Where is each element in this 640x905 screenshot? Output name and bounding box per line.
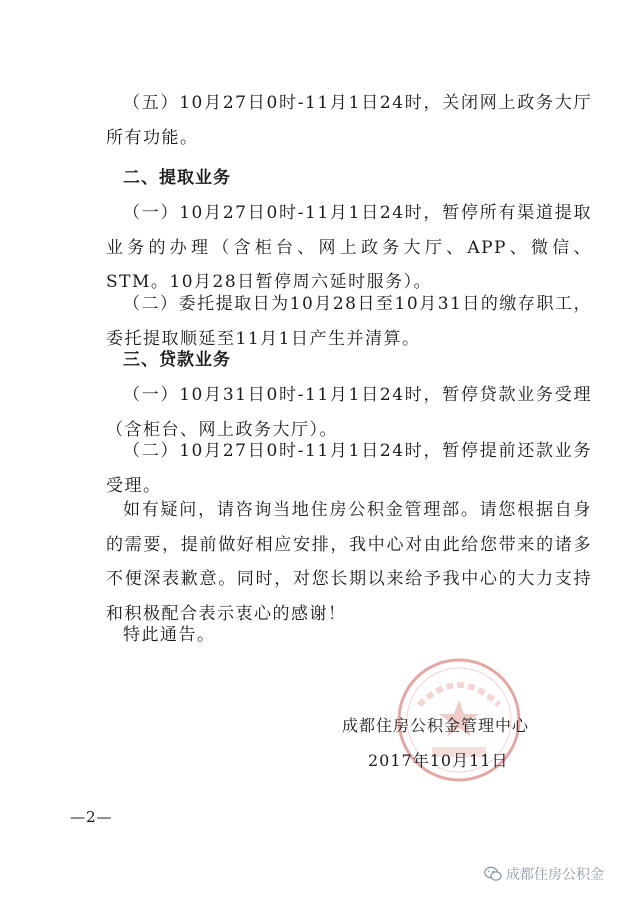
page-number: —2— <box>70 808 113 826</box>
watermark-text: 成都住房公积金 <box>506 867 604 883</box>
signature-org: 成都住房公积金管理中心 <box>342 716 530 735</box>
paragraph-2: （一）10月27日0时-11月1日24时，暂停所有渠道提取业务的办理（含柜台、网上政务大厅、APP、微信、STM。10月28日暂停周六延时服务）。 <box>106 203 592 292</box>
heading-loan: 三、贷款业务 <box>123 350 231 370</box>
paragraph-3: （二）委托提取日为10月28日至10月31日的缴存职工，委托提取顺延至11月1日产生并清算。 <box>106 294 592 349</box>
paragraph-4: （一）10月31日0时-11月1日24时，暂停贷款业务受理（含柜台、网上政务大厅）。 <box>106 385 592 440</box>
paragraph-1: （五）10月27日0时-11月1日24时，关闭网上政务大厅所有功能。 <box>106 93 592 148</box>
paragraph-5: （二）10月27日0时-11月1日24时，暂停提前还款业务受理。 <box>106 441 592 496</box>
paragraph-7: 特此通告。 <box>123 625 216 645</box>
watermark <box>484 864 604 884</box>
wechat-icon <box>484 866 502 882</box>
paragraph-6: 如有疑问，请咨询当地住房公积金管理部。请您根据自身的需要，提前做好相应安排，我中心对由此给您带来的诸多不便深表歉意。同时，对您长期以来给予我中心的大力支持和积极配合表示衷心的感谢！ <box>106 500 592 624</box>
heading-withdrawal: 二、提取业务 <box>123 168 231 188</box>
signature-date: 2017年10月11日 <box>368 751 509 770</box>
